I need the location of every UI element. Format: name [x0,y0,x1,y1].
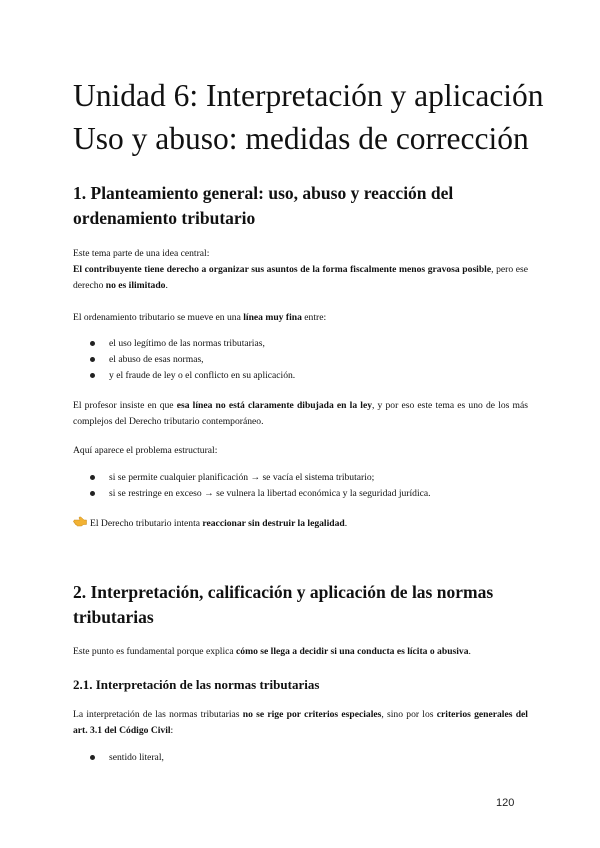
section-1-heading-line-2: ordenamiento tributario [73,208,256,228]
title-line-1: Unidad 6: Interpretación y aplicación [73,78,544,113]
bullet-icon [90,491,95,496]
structural-problem: Aquí aparece el problema estructural: [73,445,218,456]
interp-bold-2: criterios generales del art. 3.1 del Código Civil [73,709,528,736]
insists-end: , y por eso este tema es uno de los más complejos del Derecho tributario contemporáneo. [73,400,528,427]
list-item-text: si se permite cualquier planificación → se vacía el sistema tributario; [109,472,375,483]
interpretacion-paragraph [73,707,528,739]
intro-end: . [468,646,471,657]
subsection-2-1-heading: 2.1. Interpretación de las normas tributarias [73,677,320,692]
conclusion-end: . [344,518,348,529]
ordenamiento-paragraph [73,310,528,326]
list-item [73,368,528,384]
list-item-text: el abuso de esas normas, [109,354,204,365]
interp-end: : [170,725,174,736]
bullet-icon [90,475,95,480]
page-number: 120 [496,797,515,809]
bullet-icon [90,341,95,346]
section-1-heading [73,181,528,231]
bullet-icon [90,755,95,760]
moves-start: El ordenamiento tributario se mueve en una [73,312,244,323]
page-title [73,74,544,160]
insists-bold: esa línea no está claramente dibujada en la ley [176,400,372,411]
section-1-intro [73,246,528,294]
bullet-icon [90,373,95,378]
conclusion-line [73,516,528,532]
insists-start: El profesor insiste en que [73,400,177,411]
list-item-text: y el fraude de ley o el conflicto en su aplicación. [109,370,296,381]
list-item [73,352,528,368]
bullet-list-2 [73,470,528,502]
section-2-intro [73,644,528,660]
interp-mid: , sino por los [381,709,437,720]
central-idea [73,262,528,294]
bullet-list-3 [73,750,528,766]
list-item-text: el uso legítimo de las normas tributarias, [109,338,265,349]
bullet-list-1 [73,336,528,384]
interp-bold-1: no se rige por criterios especiales [242,709,382,720]
section-2-heading-line-2: tributarias [73,607,154,627]
intro-start: Este punto es fundamental porque explica [73,646,237,657]
profesor-paragraph [73,398,528,430]
list-item-text: si se restringe en exceso → se vulnera la libertad económica y la seguridad jurídica. [109,488,431,499]
intro-bold: cómo se llega a decidir si una conducta es lícita o abusiva [236,646,469,657]
section-2-heading [73,580,528,630]
conclusion-bold: reaccionar sin destruir la legalidad [202,518,345,529]
bullet-icon [90,357,95,362]
moves-bold: línea muy fina [243,312,302,323]
central-idea-end: . [165,280,168,291]
section-2-heading-line-1: 2. Interpretación, calificación y aplicación de las normas [73,582,494,602]
conclusion-start: El Derecho tributario intenta [90,518,203,529]
moves-end: entre: [301,312,327,323]
title-line-2: Uso y abuso: medidas de corrección [73,121,529,156]
list-item [73,470,528,486]
interp-start: La interpretación de las normas tributarias [73,709,243,720]
list-item [73,750,528,766]
intro-line: Este tema parte de una idea central: [73,248,210,259]
central-idea-bold-2: no es ilimitado [105,280,166,291]
list-item [73,336,528,352]
section-1-heading-line-1: 1. Planteamiento general: uso, abuso y reacción del [73,183,454,203]
list-item [73,486,528,502]
central-idea-mid: , pero ese derecho [73,264,528,291]
pointing-hand-icon [73,516,87,527]
central-idea-bold: El contribuyente tiene derecho a organizar sus asuntos de la forma fiscalmente menos gravosa posible [73,264,492,275]
list-item-text: sentido literal, [109,752,164,763]
